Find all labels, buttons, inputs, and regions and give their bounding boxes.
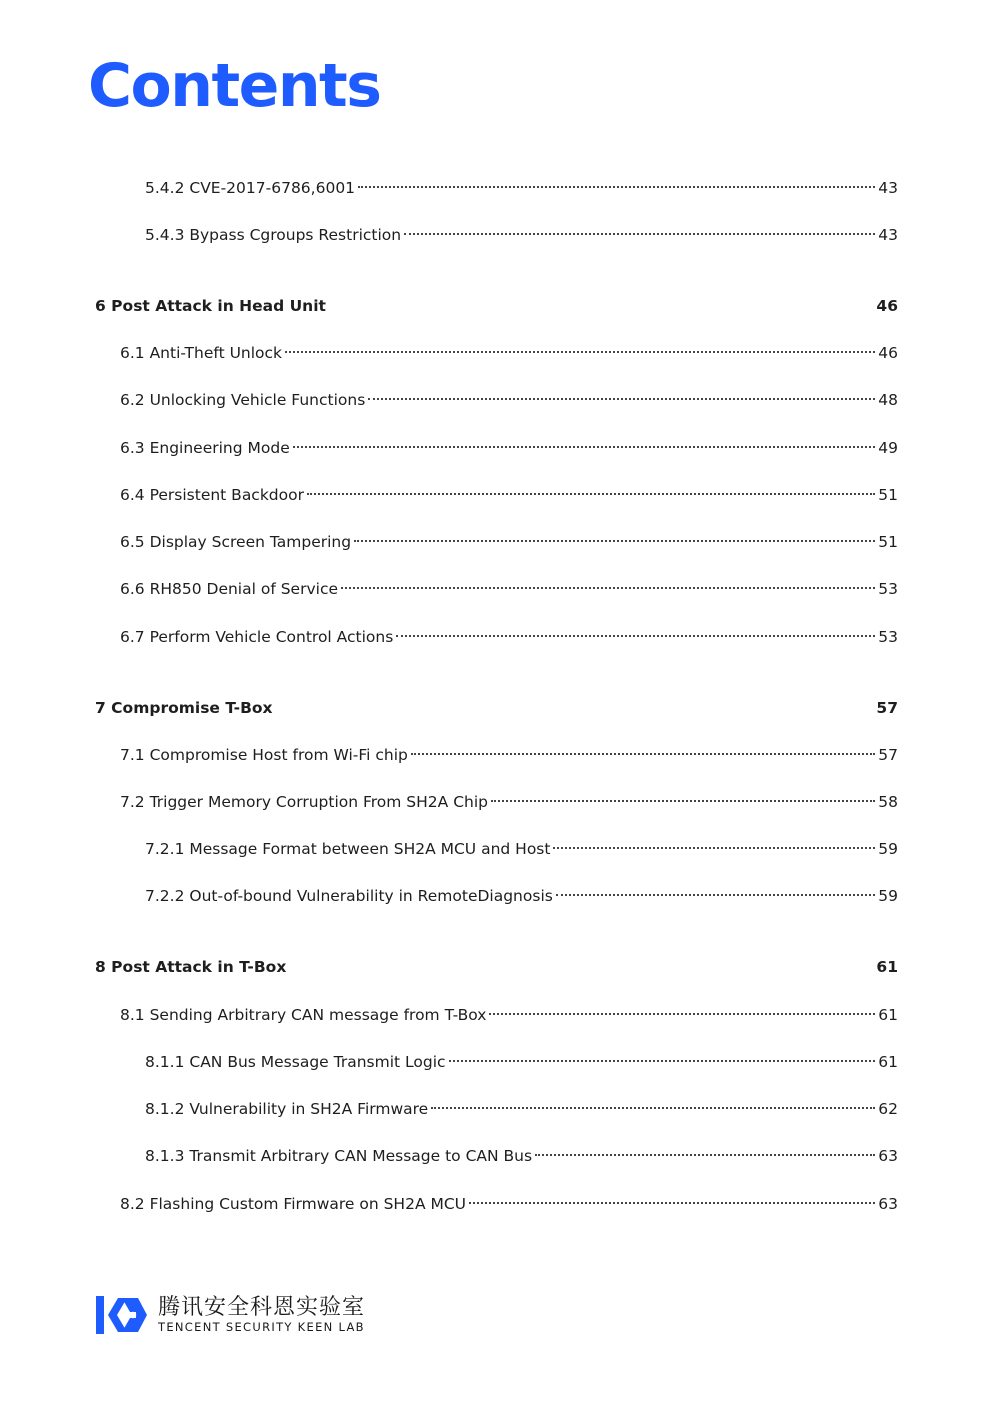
toc-entry[interactable] (145, 834, 898, 858)
toc-entry[interactable] (120, 527, 898, 551)
toc-chapter-page: 57 (876, 699, 898, 717)
toc-entry[interactable] (120, 574, 898, 598)
toc-entry-page: 63 (878, 1147, 898, 1165)
toc-entry-page: 59 (878, 887, 898, 905)
toc-chapter-label: 8 Post Attack in T-Box (95, 958, 287, 976)
dot-leader (307, 480, 875, 500)
toc-entry-page: 63 (878, 1195, 898, 1213)
dot-leader (354, 527, 875, 547)
toc-entry[interactable] (120, 1000, 898, 1024)
toc-entry[interactable] (120, 787, 898, 811)
toc-entry[interactable] (145, 220, 898, 244)
toc-entry-label: 8.1.2 Vulnerability in SH2A Firmware (145, 1100, 429, 1118)
toc-entry[interactable] (145, 1141, 898, 1165)
toc-chapter-page: 61 (876, 958, 898, 976)
toc-entry-page: 51 (878, 486, 898, 504)
toc-entry[interactable] (120, 1189, 898, 1213)
toc-entry-page: 61 (878, 1053, 898, 1071)
toc-entry-page: 58 (878, 793, 898, 811)
toc-entry-page: 46 (878, 344, 898, 362)
dot-leader (341, 574, 875, 594)
toc-entry[interactable] (145, 1094, 898, 1118)
toc-entry[interactable] (145, 173, 898, 197)
toc-chapter[interactable] (95, 291, 898, 315)
dot-leader (449, 1047, 876, 1067)
toc-entry-label: 6.4 Persistent Backdoor (120, 486, 304, 504)
dot-leader (396, 622, 875, 642)
toc-entry-label: 6.5 Display Screen Tampering (120, 533, 352, 551)
toc-chapter[interactable] (95, 693, 898, 717)
toc-entry[interactable] (145, 881, 898, 905)
toc-entry-label: 8.1.1 CAN Bus Message Transmit Logic (145, 1053, 446, 1071)
dot-leader (553, 834, 875, 854)
toc-entry-page: 59 (878, 840, 898, 858)
logo-wordmark (158, 1296, 365, 1334)
toc-entry-page: 53 (878, 580, 898, 598)
dot-leader (293, 433, 876, 453)
toc-entry-label: 7.2.1 Message Format between SH2A MCU and Host (145, 840, 551, 858)
toc-entry-page: 53 (878, 628, 898, 646)
dot-leader (404, 220, 875, 240)
toc-entry-label: 6.1 Anti-Theft Unlock (120, 344, 283, 362)
toc-entry-label: 7.2 Trigger Memory Corruption From SH2A Chip (120, 793, 488, 811)
toc-entry-label: 7.2.2 Out-of-bound Vulnerability in RemoteDiagnosis (145, 887, 553, 905)
toc-chapter[interactable] (95, 952, 898, 976)
toc-chapter-page: 46 (876, 297, 898, 315)
toc-entry-label: 5.4.3 Bypass Cgroups Restriction (145, 226, 402, 244)
logo-name-en: TENCENT SECURITY KEEN LAB (158, 1320, 365, 1334)
spacer (276, 693, 874, 713)
dot-leader (469, 1189, 875, 1209)
toc-entry[interactable] (145, 1047, 898, 1071)
toc-entry-page: 49 (878, 439, 898, 457)
toc-entry-label: 6.2 Unlocking Vehicle Functions (120, 391, 366, 409)
footer-logo (96, 1294, 365, 1336)
page-title: Contents (88, 51, 381, 121)
dot-leader (368, 385, 875, 405)
dot-leader (431, 1094, 875, 1114)
toc-entry[interactable] (120, 740, 898, 764)
toc-chapter-label: 6 Post Attack in Head Unit (95, 297, 326, 315)
toc-chapter-label: 7 Compromise T-Box (95, 699, 273, 717)
toc-entry-label: 7.1 Compromise Host from Wi-Fi chip (120, 746, 408, 764)
toc-entry-page: 62 (878, 1100, 898, 1118)
toc-entry-label: 8.1 Sending Arbitrary CAN message from T-Box (120, 1006, 487, 1024)
toc-entry-page: 43 (878, 226, 898, 244)
toc-entry-page: 51 (878, 533, 898, 551)
toc-entry-page: 61 (878, 1006, 898, 1024)
toc-entry-label: 5.4.2 CVE-2017-6786,6001 (145, 179, 356, 197)
spacer (329, 291, 874, 311)
toc-entry-label: 6.6 RH850 Denial of Service (120, 580, 338, 598)
toc-entry[interactable] (120, 385, 898, 409)
dot-leader (285, 338, 875, 358)
dot-leader (535, 1141, 875, 1161)
toc-entry[interactable] (120, 338, 898, 362)
toc-entry-page: 57 (878, 746, 898, 764)
toc-entry-label: 8.2 Flashing Custom Firmware on SH2A MCU (120, 1195, 467, 1213)
dot-leader (489, 1000, 875, 1020)
toc-entry-page: 43 (878, 179, 898, 197)
toc-entry[interactable] (120, 480, 898, 504)
dot-leader (556, 881, 875, 901)
toc-entry-label: 6.7 Perform Vehicle Control Actions (120, 628, 394, 646)
toc-entry-page: 48 (878, 391, 898, 409)
dot-leader (491, 787, 875, 807)
keen-lab-logo-icon (96, 1294, 148, 1336)
dot-leader (358, 173, 875, 193)
toc-entry-label: 8.1.3 Transmit Arbitrary CAN Message to CAN Bus (145, 1147, 533, 1165)
toc-entry[interactable] (120, 622, 898, 646)
spacer (289, 952, 873, 972)
logo-name-cn: 腾讯安全科恩实验室 (158, 1295, 366, 1320)
toc-entry-label: 6.3 Engineering Mode (120, 439, 290, 457)
toc-entry[interactable] (120, 433, 898, 457)
dot-leader (411, 740, 875, 760)
